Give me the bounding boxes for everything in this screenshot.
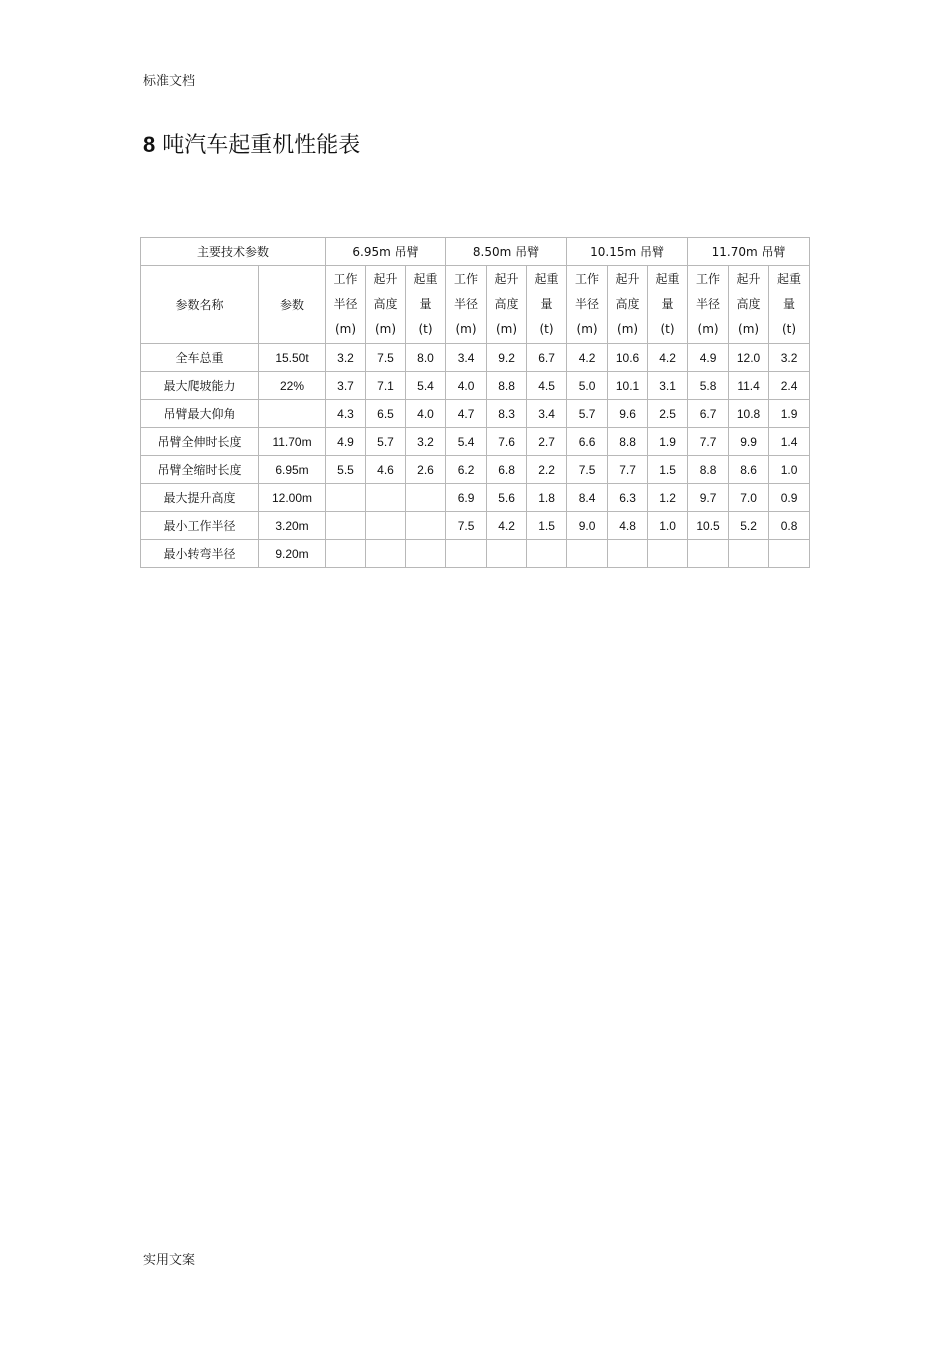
table-cell — [326, 540, 366, 568]
table-cell: 4.5 — [527, 372, 567, 400]
table-cell: 6.8 — [487, 456, 527, 484]
table-cell: 9.7 — [688, 484, 729, 512]
param-value-cell: 11.70m — [259, 428, 326, 456]
boom-header-3: 10.15m 吊臂 — [567, 238, 688, 266]
table-cell: 7.1 — [366, 372, 406, 400]
table-cell: 8.8 — [608, 428, 648, 456]
table-cell: 10.6 — [608, 344, 648, 372]
boom-header-2: 8.50m 吊臂 — [446, 238, 567, 266]
table-cell: 1.2 — [648, 484, 688, 512]
table-cell: 10.5 — [688, 512, 729, 540]
table-cell: 10.1 — [608, 372, 648, 400]
table-cell: 5.0 — [567, 372, 608, 400]
working-radius-header — [446, 266, 487, 344]
table-row — [141, 428, 810, 456]
table-cell: 7.5 — [366, 344, 406, 372]
table-row — [141, 540, 810, 568]
table-cell: 12.0 — [729, 344, 769, 372]
table-cell: 4.9 — [326, 428, 366, 456]
sub-header-line: 量 — [661, 297, 674, 311]
table-cell: 7.5 — [567, 456, 608, 484]
table-cell: 3.2 — [769, 344, 810, 372]
sub-header-line: 量 — [783, 297, 796, 311]
sub-header-line: 半径 — [575, 297, 600, 311]
table-cell: 5.7 — [366, 428, 406, 456]
param-value-cell: 22% — [259, 372, 326, 400]
page-title — [143, 128, 360, 159]
table-cell: 1.5 — [648, 456, 688, 484]
table-cell: 11.4 — [729, 372, 769, 400]
param-value-cell: 12.00m — [259, 484, 326, 512]
sub-header-line: 工作 — [696, 272, 721, 286]
table-cell — [326, 512, 366, 540]
table-cell: 4.9 — [688, 344, 729, 372]
table-cell: 5.6 — [487, 484, 527, 512]
table-cell: 0.8 — [769, 512, 810, 540]
table-cell: 8.8 — [487, 372, 527, 400]
sub-header-line: (t) — [660, 322, 675, 336]
table-cell — [608, 540, 648, 568]
lifting-height-header — [608, 266, 648, 344]
param-name-cell: 全车总重 — [141, 344, 259, 372]
table-cell: 1.4 — [769, 428, 810, 456]
table-cell: 2.4 — [769, 372, 810, 400]
sub-header-line: 半径 — [333, 297, 358, 311]
table-cell: 7.5 — [446, 512, 487, 540]
working-radius-header — [326, 266, 366, 344]
table-cell — [366, 540, 406, 568]
param-name-cell: 吊臂最大仰角 — [141, 400, 259, 428]
table-cell: 3.4 — [446, 344, 487, 372]
table-cell: 4.0 — [446, 372, 487, 400]
table-cell — [769, 540, 810, 568]
sub-header-line: 起升 — [373, 272, 398, 286]
sub-header-line: 高度 — [736, 297, 761, 311]
table-cell — [446, 540, 487, 568]
sub-header-line: (m) — [496, 322, 518, 336]
param-value-cell: 6.95m — [259, 456, 326, 484]
sub-header-line: (m) — [697, 322, 719, 336]
table-cell: 7.0 — [729, 484, 769, 512]
param-value-cell: 3.20m — [259, 512, 326, 540]
sub-header-line: 高度 — [615, 297, 640, 311]
table-cell: 6.2 — [446, 456, 487, 484]
table-cell: 1.0 — [648, 512, 688, 540]
table-cell: 6.7 — [527, 344, 567, 372]
sub-header-line: 工作 — [454, 272, 479, 286]
table-cell: 1.8 — [527, 484, 567, 512]
table-row — [141, 400, 810, 428]
param-value-header: 参数 — [259, 266, 326, 344]
sub-header-line: (m) — [738, 322, 760, 336]
table-cell: 4.8 — [608, 512, 648, 540]
table-cell: 1.9 — [769, 400, 810, 428]
param-name-cell: 吊臂全缩时长度 — [141, 456, 259, 484]
table-cell: 6.5 — [366, 400, 406, 428]
table-cell — [688, 540, 729, 568]
sub-header-line: (t) — [418, 322, 433, 336]
sub-header-line: 起重 — [534, 272, 559, 286]
table-cell: 4.6 — [366, 456, 406, 484]
sub-header-row — [141, 266, 810, 344]
table-cell: 3.4 — [527, 400, 567, 428]
table-cell: 3.2 — [406, 428, 446, 456]
param-value-cell: 15.50t — [259, 344, 326, 372]
table-cell: 5.2 — [729, 512, 769, 540]
table-cell — [326, 484, 366, 512]
table-cell — [567, 540, 608, 568]
sub-header-line: 起升 — [615, 272, 640, 286]
table-cell — [648, 540, 688, 568]
title-number: 8 — [143, 132, 156, 157]
table-cell: 4.2 — [487, 512, 527, 540]
sub-header-line: 起重 — [777, 272, 802, 286]
table-cell: 3.1 — [648, 372, 688, 400]
param-value-cell: 9.20m — [259, 540, 326, 568]
table-cell: 1.5 — [527, 512, 567, 540]
table-cell: 8.0 — [406, 344, 446, 372]
table-cell: 4.2 — [648, 344, 688, 372]
table-cell — [487, 540, 527, 568]
sub-header-line: 半径 — [454, 297, 479, 311]
param-name-cell: 最大爬坡能力 — [141, 372, 259, 400]
table-cell — [366, 512, 406, 540]
param-name-header: 参数名称 — [141, 266, 259, 344]
table-cell: 8.3 — [487, 400, 527, 428]
table-row — [141, 372, 810, 400]
param-value-cell — [259, 400, 326, 428]
table-cell — [527, 540, 567, 568]
table-row — [141, 456, 810, 484]
table-cell: 5.4 — [406, 372, 446, 400]
table-cell: 4.2 — [567, 344, 608, 372]
table-cell: 8.6 — [729, 456, 769, 484]
table-cell: 3.7 — [326, 372, 366, 400]
sub-header-line: 工作 — [575, 272, 600, 286]
title-text: 吨汽车起重机性能表 — [162, 133, 361, 158]
table-cell: 2.7 — [527, 428, 567, 456]
table-row — [141, 484, 810, 512]
table-cell: 2.2 — [527, 456, 567, 484]
table-cell: 1.9 — [648, 428, 688, 456]
table-cell: 8.8 — [688, 456, 729, 484]
table-cell: 2.6 — [406, 456, 446, 484]
table-cell: 5.7 — [567, 400, 608, 428]
table-cell: 0.9 — [769, 484, 810, 512]
table-cell — [366, 484, 406, 512]
boom-header-4: 11.70m 吊臂 — [688, 238, 810, 266]
table-cell: 1.0 — [769, 456, 810, 484]
sub-header-line: 量 — [540, 297, 553, 311]
param-name-cell: 吊臂全伸时长度 — [141, 428, 259, 456]
table-cell: 4.7 — [446, 400, 487, 428]
lifting-capacity-header — [648, 266, 688, 344]
lifting-capacity-header — [527, 266, 567, 344]
table-cell: 2.5 — [648, 400, 688, 428]
table-cell: 7.6 — [487, 428, 527, 456]
sub-header-line: (m) — [374, 322, 397, 336]
table-cell: 4.3 — [326, 400, 366, 428]
lifting-height-header — [729, 266, 769, 344]
working-radius-header — [567, 266, 608, 344]
boom-header-1: 6.95m 吊臂 — [326, 238, 446, 266]
sub-header-line: 起重 — [413, 272, 438, 286]
table-cell: 6.9 — [446, 484, 487, 512]
sub-header-line: 起升 — [736, 272, 761, 286]
table-cell — [406, 484, 446, 512]
sub-header-line: 起升 — [494, 272, 519, 286]
performance-table — [140, 237, 810, 568]
main-params-header: 主要技术参数 — [141, 238, 326, 266]
table-cell — [406, 512, 446, 540]
table-cell: 6.7 — [688, 400, 729, 428]
param-name-cell: 最大提升高度 — [141, 484, 259, 512]
table-cell: 6.6 — [567, 428, 608, 456]
param-name-cell: 最小转弯半径 — [141, 540, 259, 568]
page-header: 标准文档 — [143, 74, 196, 89]
working-radius-header — [688, 266, 729, 344]
param-name-cell: 最小工作半径 — [141, 512, 259, 540]
table-cell: 10.8 — [729, 400, 769, 428]
table-row — [141, 512, 810, 540]
table-cell: 9.0 — [567, 512, 608, 540]
table-cell: 5.4 — [446, 428, 487, 456]
sub-header-line: (m) — [334, 322, 357, 336]
sub-header-line: 高度 — [373, 297, 398, 311]
table-cell — [729, 540, 769, 568]
table-cell: 9.2 — [487, 344, 527, 372]
lifting-capacity-header — [406, 266, 446, 344]
table-cell: 7.7 — [608, 456, 648, 484]
sub-header-line: 起重 — [655, 272, 680, 286]
sub-header-line: (t) — [782, 322, 797, 336]
lifting-height-header — [366, 266, 406, 344]
sub-header-line: (m) — [617, 322, 639, 336]
table-cell: 4.0 — [406, 400, 446, 428]
sub-header-line: 半径 — [696, 297, 721, 311]
lifting-height-header — [487, 266, 527, 344]
table-row — [141, 344, 810, 372]
table-cell: 3.2 — [326, 344, 366, 372]
sub-header-line: 量 — [419, 297, 432, 311]
table-cell: 7.7 — [688, 428, 729, 456]
table-cell — [406, 540, 446, 568]
table-cell: 8.4 — [567, 484, 608, 512]
boom-group-header-row — [141, 238, 810, 266]
table-cell: 5.8 — [688, 372, 729, 400]
table-cell: 6.3 — [608, 484, 648, 512]
sub-header-line: 高度 — [494, 297, 519, 311]
page-footer: 实用文案 — [143, 1253, 196, 1268]
table-cell: 9.6 — [608, 400, 648, 428]
lifting-capacity-header — [769, 266, 810, 344]
sub-header-line: (m) — [455, 322, 477, 336]
sub-header-line: 工作 — [333, 272, 358, 286]
table-cell: 9.9 — [729, 428, 769, 456]
sub-header-line: (m) — [576, 322, 598, 336]
table-cell: 5.5 — [326, 456, 366, 484]
sub-header-line: (t) — [539, 322, 554, 336]
